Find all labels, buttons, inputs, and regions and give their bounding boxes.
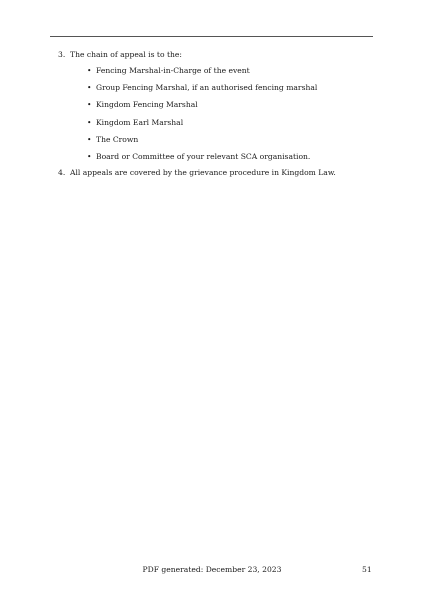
sublist-item xyxy=(87,83,374,93)
list-item-text: The chain of appeal is to the: xyxy=(70,50,182,59)
bullet: • xyxy=(87,100,92,110)
sublist-item-text: Kingdom Fencing Marshal xyxy=(96,100,198,110)
list-item-3 xyxy=(58,50,374,162)
page-number: 51 xyxy=(362,565,372,574)
bullet: • xyxy=(87,151,92,161)
generated-date: PDF generated: December 23, 2023 xyxy=(142,565,282,574)
sublist-item-text: Fencing Marshal-in-Charge of the event xyxy=(96,66,250,75)
list-number: 4. xyxy=(58,168,66,178)
sublist-item-text: Kingdom Earl Marshal xyxy=(96,117,184,127)
bullet: • xyxy=(87,83,92,93)
list-item-text: All appeals are covered by the grievance procedure in Kingdom Law. xyxy=(70,168,336,178)
document-body xyxy=(58,50,374,178)
sublist-item xyxy=(87,100,374,110)
header-rule xyxy=(50,36,373,37)
sublist-item-text: Board or Committee of your relevant SCA organisation. xyxy=(96,151,311,161)
list-number: 3. xyxy=(58,50,66,59)
bullet: • xyxy=(87,66,92,75)
bullet: • xyxy=(87,117,92,127)
sublist-item xyxy=(87,118,374,128)
sublist-item xyxy=(87,135,374,145)
appeal-chain-list xyxy=(70,66,374,162)
sublist-item-text: The Crown xyxy=(96,134,139,144)
bullet: • xyxy=(87,134,92,144)
sublist-item-text: Group Fencing Marshal, if an authorised fencing marshal xyxy=(96,83,318,93)
sublist-item xyxy=(87,66,374,76)
sublist-item xyxy=(87,152,374,162)
list-item-4 xyxy=(58,168,374,178)
